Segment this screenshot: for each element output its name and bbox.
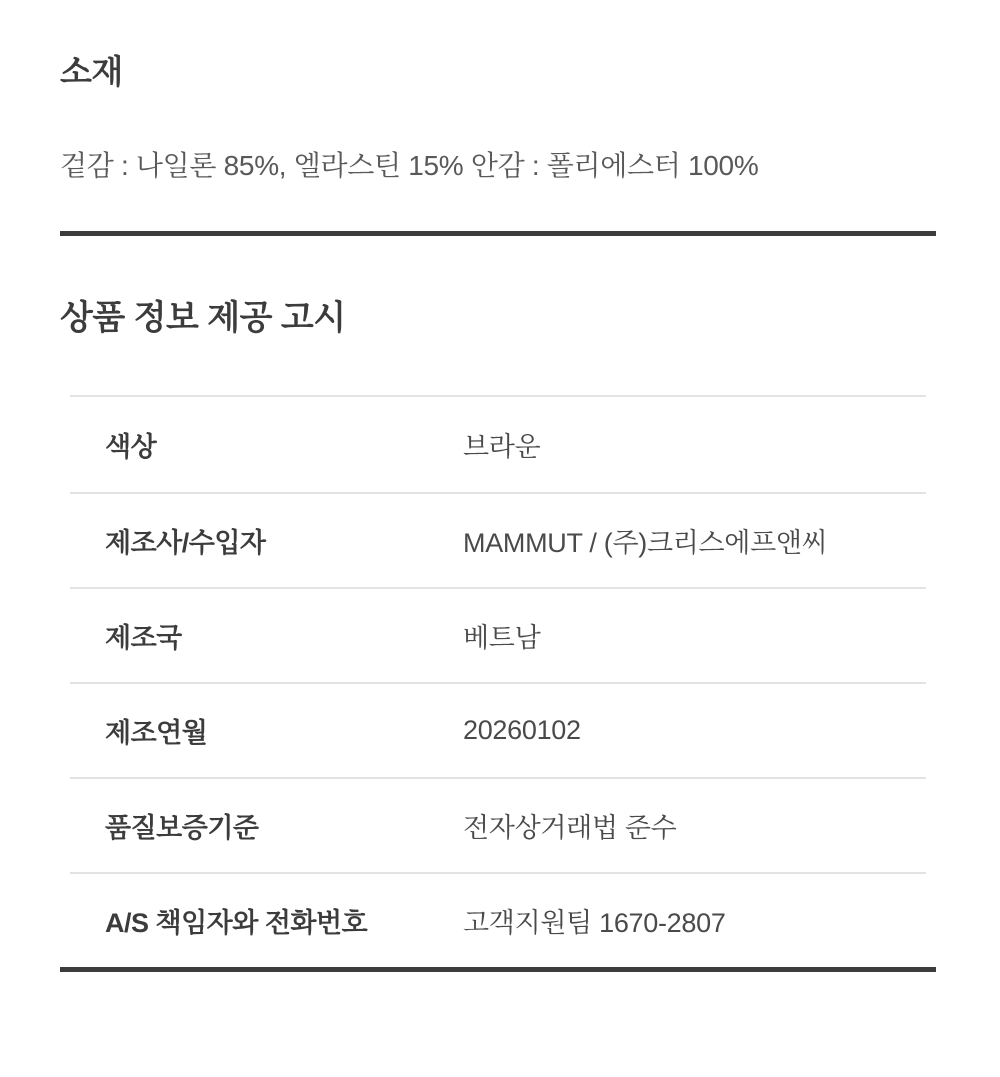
row-label: 색상 — [105, 432, 157, 462]
row-label: 품질보증기준 — [105, 813, 259, 843]
table-row-manufacturer-importer — [70, 492, 926, 587]
table-row-quality-guarantee — [70, 777, 926, 872]
product-info-table — [70, 395, 926, 967]
table-row-as-contact — [70, 872, 926, 967]
table-bottom-divider — [60, 967, 936, 972]
table-row-country-of-manufacture — [70, 587, 926, 682]
section-divider — [60, 231, 936, 236]
table-row-color — [70, 397, 926, 492]
row-value: 베트남 — [463, 623, 541, 653]
row-value: 브라운 — [463, 432, 541, 462]
row-value: 20260102 — [463, 715, 581, 745]
material-section — [60, 0, 936, 184]
row-label: A/S 책임자와 전화번호 — [105, 908, 368, 938]
table-row-manufacture-date — [70, 682, 926, 777]
material-section-title: 소재 — [60, 53, 123, 90]
row-label: 제조연월 — [105, 718, 208, 748]
row-label: 제조국 — [105, 623, 182, 653]
row-value: MAMMUT / (주)크리스에프앤씨 — [463, 528, 828, 558]
row-label: 제조사/수입자 — [105, 528, 266, 558]
product-info-section — [60, 294, 936, 972]
row-value: 전자상거래법 준수 — [463, 813, 677, 843]
material-description: 겉감 : 나일론 85%, 엘라스틴 15% 안감 : 폴리에스터 100% — [60, 150, 759, 181]
product-info-section-title: 상품 정보 제공 고시 — [60, 299, 346, 337]
row-value: 고객지원팀 1670-2807 — [463, 908, 726, 938]
